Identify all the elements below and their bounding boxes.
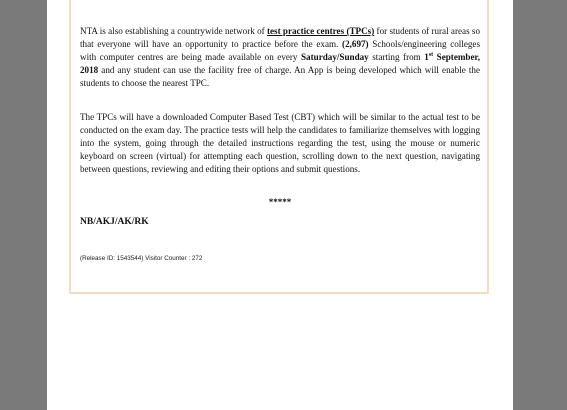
- date-month-year: September, 2018: [80, 52, 480, 75]
- text-run: starting from: [368, 52, 425, 62]
- document-page: [47, 0, 513, 410]
- text-run: for students of rural areas so that everyone will have an opportunity to practice before the exam.: [80, 26, 481, 49]
- paragraph-tpc-network: [80, 25, 480, 90]
- days-highlight: Saturday/Sunday: [301, 52, 369, 62]
- date-day: 1: [424, 52, 429, 62]
- text-run: NTA is also establishing a countrywide network of: [80, 26, 267, 36]
- tpc-count: (2,697): [342, 39, 369, 49]
- tpc-highlight: test practice centres (TPCs): [266, 26, 375, 36]
- reference-code: NB/AKJ/AK/RK: [80, 217, 149, 227]
- paragraph-cbt: The TPCs will have a downloaded Computer Based Test (CBT) which will be similar to the actual test to be conducted on the exam day. The practice tests will help the candidates to familiarize themselves with logging into the system, going through the detailed instructions regarding the test, using the mouse or numeric keyboard on screen (virtual) for attempting each question, scrolling down to the next question, navigating between questions, reviewing and editing their options and submit questions.: [80, 112, 480, 174]
- section-separator: *****: [268, 197, 292, 207]
- text-run: Schools/engineering colleges with computer centres are being made available on every: [80, 39, 481, 62]
- date-suffix: st: [428, 51, 434, 58]
- text-run: and any student can use the facility free of charge. An App is being developed which will enable the students to choose the nearest TPC.: [80, 65, 480, 88]
- release-info: (Release ID: 1543544) Visitor Counter : 272: [80, 255, 203, 262]
